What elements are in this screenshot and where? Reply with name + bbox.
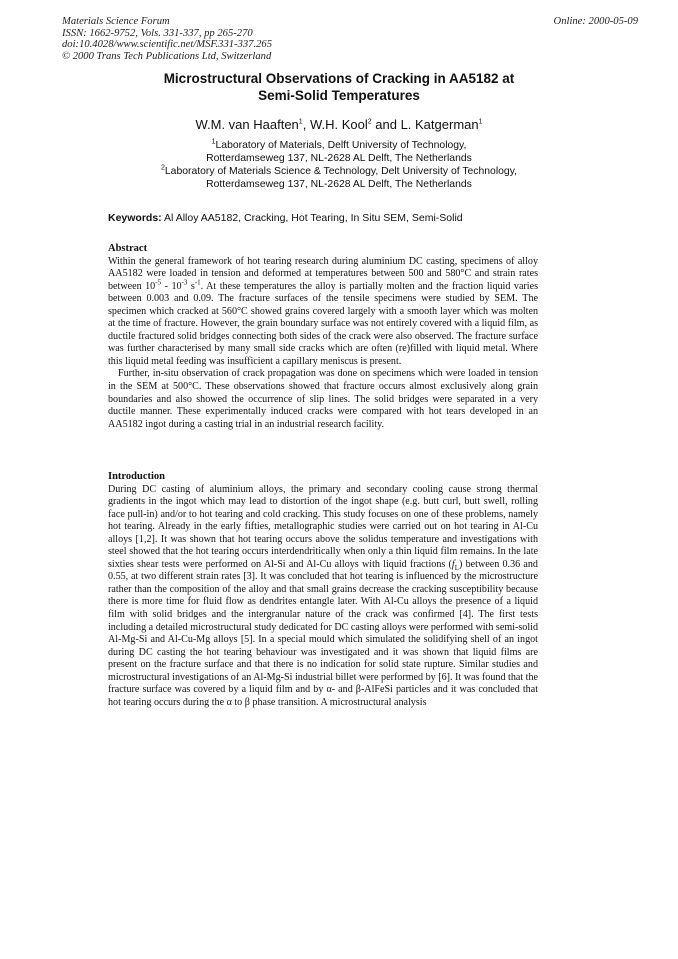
keywords bbox=[108, 212, 463, 224]
abstract-section bbox=[108, 243, 538, 431]
introduction-heading: Introduction bbox=[108, 471, 165, 482]
online-date: Online: 2000-05-09 bbox=[553, 16, 638, 27]
issn-line: ISSN: 1662-9752, Vols. 331-337, pp 265-270 bbox=[62, 27, 253, 39]
journal-name: Materials Science Forum bbox=[62, 16, 170, 27]
paper-title bbox=[0, 70, 678, 104]
journal-header bbox=[62, 16, 272, 62]
affiliation-2 bbox=[0, 166, 678, 191]
keywords-text: Al Alloy AA5182, Cracking, Hot Tearing, In Situ SEM, Semi-Solid bbox=[164, 212, 463, 224]
introduction-section bbox=[108, 471, 538, 709]
affiliation-2-marker: 2 bbox=[160, 164, 165, 172]
author-1-affil: 1 bbox=[298, 118, 303, 126]
author-1: W.M. van Haaften bbox=[195, 117, 299, 132]
abstract-paragraph-1: Within the general framework of hot tearing research during aluminium DC casting, specimens of alloy AA5182 were loaded in tension and deformed at temperatures between 500 and 580°C and strain rates between $10^{-5} - 10^{-3}$ $s^{-1}$. At these temperatures the alloy is partially molten and the fraction liquid varies between 0.003 and 0.09. The fracture surfaces of the tensile specimens were studied by SEM. The specimen which cracked at 560°C showed grains covered largely with a smooth layer which was molten at the time of fracture. However, the grain boundary surface was not entirely covered with a liquid film, as ductile fractured solid bridges connecting both sides of the crack were also observed. The fracture surface was further characterised by many small side cracks which are often (re)filled with liquid metal. Where this liquid metal feeding was insufficient a capillary meniscus is present. bbox=[108, 255, 538, 367]
author-3-affil: 1 bbox=[478, 118, 483, 126]
author-2-affil: 2 bbox=[367, 118, 372, 126]
author-separator: , bbox=[302, 117, 310, 132]
affiliation-2-line-2: Rotterdamseweg 137, NL-2628 AL Delft, The Netherlands bbox=[206, 178, 472, 190]
affiliation-1-line-1: Laboratory of Materials, Delft University of Technology, bbox=[215, 140, 467, 151]
affiliation-1-marker: 1 bbox=[211, 138, 216, 146]
affiliation-2-line-1: Laboratory of Materials Science & Technology, Delt University of Technology, bbox=[164, 166, 518, 177]
author-2: W.H. Kool bbox=[309, 117, 368, 132]
title-line-2: Semi-Solid Temperatures bbox=[258, 88, 420, 103]
author-separator: and bbox=[371, 117, 401, 132]
abstract-heading: Abstract bbox=[108, 243, 148, 254]
abstract-paragraph-2: Further, in-situ observation of crack propagation was done on specimens which were loaded in tension in the SEM at 500°C. These observations showed that fracture occurs almost exclusively along grain boundaries and also showed the occurrence of slip lines. The solid bridges were separated in a very ductile manner. These experimentally induced cracks were compared with hot tears developed in an AA5182 ingot during a casting trial in an industrial research facility. bbox=[108, 368, 538, 430]
affiliation-1 bbox=[0, 140, 678, 165]
author-list bbox=[0, 117, 678, 132]
keywords-label: Keywords: bbox=[108, 212, 162, 224]
doi-line[interactable]: doi:10.4028/www.scientific.net/MSF.331-337.265 bbox=[62, 39, 272, 50]
author-3: L. Katgerman bbox=[400, 117, 479, 132]
introduction-paragraph: During DC casting of aluminium alloys, the primary and secondary cooling cause strong thermal gradients in the ingot which may lead to distortion of the ingot shape (e.g. butt curl, butt swell, rolling face pull-in) and/or to hot tearing and cold cracking. This study focuses on one of these problems, namely hot tearing. Already in the early fifties, metallographic studies were carried out on hot tearing in Al-Cu alloys [1,2]. It was shown that hot tearing occurs above the solidus temperature and investigations with steel showed that the hot tearing occurs interdendritically when only a thin liquid film remains. In the late sixties shear tests were performed on Al-Si and Al-Cu alloys with liquid fractions $(f_L)$ between 0.36 and 0.55, at two different strain rates [3]. It was concluded that hot tearing is influenced by the microstructure rather than the composition of the alloy and that small grains decrease the cracking susceptibility because there is more time for fluid flow as dendrites entangle later. With Al-Cu alloys the presence of a liquid film with solid bridges and the intergranular nature of the crack was confirmed [4]. The first tests including a detailed microstructural study dedicated for DC casting alloys were performed with semi-solid Al-Mg-Si and Al-Cu-Mg alloys [5]. In a special mould which simulated the solidifying shell of an ingot during DC casting the hot tearing behaviour was investigated and it was shown that liquid films are present on the fracture surface and that there is no indication for solid state rupture. Similar studies and microstructural investigations of an Al-Mg-Si industrial billet were performed by [6]. It was found that the fracture surface was covered by a liquid film and by α- and β-AlFeSi particles and it was concluded that hot tearing occurs during the α to β phase transition. A microstructural analysis bbox=[108, 483, 539, 708]
affiliation-1-line-2: Rotterdamseweg 137, NL-2628 AL Delft, The Netherlands bbox=[206, 152, 472, 164]
copyright-line: © 2000 Trans Tech Publications Ltd, Switzerland bbox=[62, 50, 272, 62]
title-line-1: Microstructural Observations of Cracking in AA5182 at bbox=[163, 71, 515, 86]
